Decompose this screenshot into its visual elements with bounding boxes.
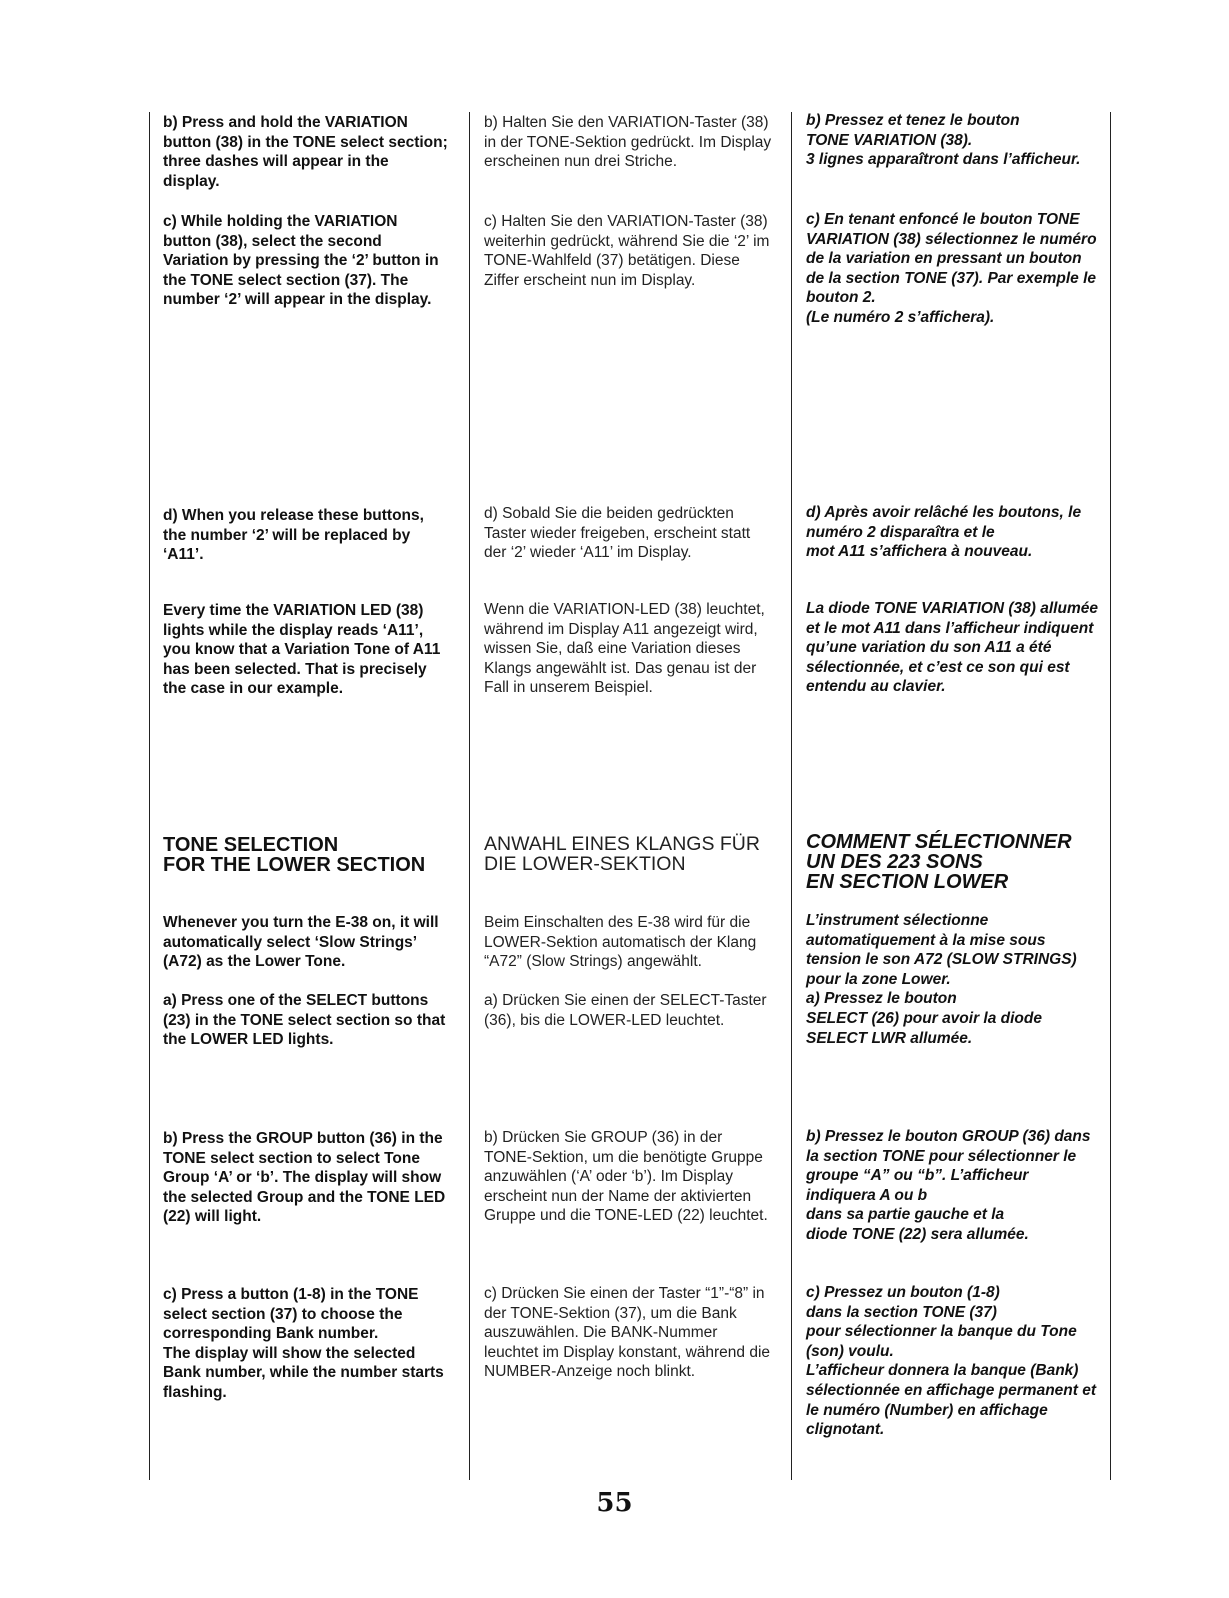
en-step-a-select: a) Press one of the SELECT buttons (23) in the TONE select section so that the LOWER LED lights. bbox=[163, 992, 446, 1049]
en-step-c-bank: c) Press a button (1-8) in the TONE select section (37) to choose the corresponding Bank number. The display will show the selected Bank number, while the number starts flashing. bbox=[163, 1286, 444, 1401]
fr-step-d-release: d) Après avoir relâché les boutons, le numéro 2 disparaîtra et le mot A11 s’affichera à nouveau. bbox=[806, 504, 1082, 561]
fr-power-on-note: L’instrument sélectionne automatiquement à la mise sous tension le son A72 (SLOW STRINGS) pour la zone Lower. a) Pressez le bouton SELECT (26) pour avoir la diode SELECT LWR allumée. bbox=[806, 912, 1077, 1047]
column-rule-right bbox=[1110, 112, 1111, 1480]
en-section-heading: TONE SELECTION FOR THE LOWER SECTION bbox=[163, 834, 426, 876]
de-step-b-variation: b) Halten Sie den VARIATION-Taster (38) in der TONE-Sektion gedrückt. Im Display erscheinen nun drei Striche. bbox=[484, 114, 772, 171]
fr-variation-led-note: La diode TONE VARIATION (38) allumée et le mot A11 dans l’afficheur indiquent qu’une variation du son A11 a été sélectionnée, et c’est ce son qui est entendu au clavier. bbox=[806, 600, 1098, 696]
de-power-on-note: Beim Einschalten des E-38 wird für die LOWER-Sektion automatisch der Klang “A72” (Slow Strings) angewählt. bbox=[484, 914, 757, 971]
fr-step-b-group: b) Pressez le bouton GROUP (36) dans la section TONE pour sélectionner le groupe “A” ou “b”. L’afficheur indiquera A ou b dans sa partie gauche et la diode TONE (22) sera allumée. bbox=[806, 1128, 1091, 1243]
fr-step-b-variation: b) Pressez et tenez le bouton TONE VARIATION (38). 3 lignes apparaîtront dans l’afficheur. bbox=[806, 112, 1081, 169]
en-step-d-release: d) When you release these buttons, the number ‘2’ will be replaced by ‘A11’. bbox=[163, 507, 424, 564]
en-power-on-note: Whenever you turn the E-38 on, it will automatically select ‘Slow Strings’ (A72) as the Lower Tone. bbox=[163, 914, 439, 971]
de-step-c-variation: c) Halten Sie den VARIATION-Taster (38) weiterhin gedrückt, während Sie die ‘2’ im TONE-Wahlfeld (37) betätigen. Diese Ziffer erscheint nun im Display. bbox=[484, 213, 770, 289]
en-step-b-variation: b) Press and hold the VARIATION button (38) in the TONE select section; three dashes will appear in the display. bbox=[163, 114, 448, 190]
column-rule-center-right bbox=[791, 112, 792, 1480]
de-step-a-select: a) Drücken Sie einen der SELECT-Taster (36), bis die LOWER-LED leuchtet. bbox=[484, 992, 767, 1029]
de-variation-led-note: Wenn die VARIATION-LED (38) leuchtet, während im Display A11 angezeigt wird, wissen Sie, daß eine Variation dieses Klangs angewählt ist. Das genau ist der Fall in unserem Beispiel. bbox=[484, 601, 765, 697]
de-section-heading: ANWAHL EINES KLANGS FÜR DIE LOWER-SEKTION bbox=[484, 833, 760, 875]
page-number: 55 bbox=[596, 1488, 633, 1518]
column-rule-center-left bbox=[469, 112, 470, 1480]
en-step-c-variation: c) While holding the VARIATION button (38), select the second Variation by pressing the ‘2’ button in the TONE select section (37). The number ‘2’ will appear in the display. bbox=[163, 213, 439, 309]
de-step-d-release: d) Sobald Sie die beiden gedrückten Taster wieder freigeben, erscheint statt der ‘2’ wieder ‘A11’ im Display. bbox=[484, 505, 751, 562]
fr-step-c-bank: c) Pressez un bouton (1-8) dans la section TONE (37) pour sélectionner la banque du Tone (son) voulu. L’afficheur donnera la banque (Bank) sélectionnée en affichage permanent et le numéro (Number) en affichage clignotant. bbox=[806, 1284, 1097, 1439]
de-step-b-group: b) Drücken Sie GROUP (36) in der TONE-Sektion, um die benötigte Gruppe anzuwählen (‘A’ oder ‘b’). Im Display erscheint nun der Name der aktivierten Gruppe und die TONE-LED (22) leuchtet. bbox=[484, 1129, 768, 1225]
en-step-b-group: b) Press the GROUP button (36) in the TONE select section to select Tone Group ‘A’ or ‘b’. The display will show the selected Group and the TONE LED (22) will light. bbox=[163, 1130, 446, 1226]
column-rule-left bbox=[149, 112, 150, 1480]
fr-section-heading: COMMENT SÉLECTIONNER UN DES 223 SONS EN SECTION LOWER bbox=[806, 831, 1072, 893]
en-variation-led-note: Every time the VARIATION LED (38) lights while the display reads ‘A11’, you know that a Variation Tone of A11 has been selected. That is precisely the case in our example. bbox=[163, 602, 441, 698]
de-step-c-bank: c) Drücken Sie einen der Taster “1”-“8” in der TONE-Sektion (37), um die Bank auszuwählen. Die BANK-Nummer leuchtet im Display konstant, während die NUMBER-Anzeige noch blinkt. bbox=[484, 1285, 771, 1381]
fr-step-c-variation: c) En tenant enfoncé le bouton TONE VARIATION (38) sélectionnez le numéro de la variation en pressant un bouton de la section TONE (37). Par exemple le bouton 2. (Le numéro 2 s’affichera). bbox=[806, 211, 1097, 326]
